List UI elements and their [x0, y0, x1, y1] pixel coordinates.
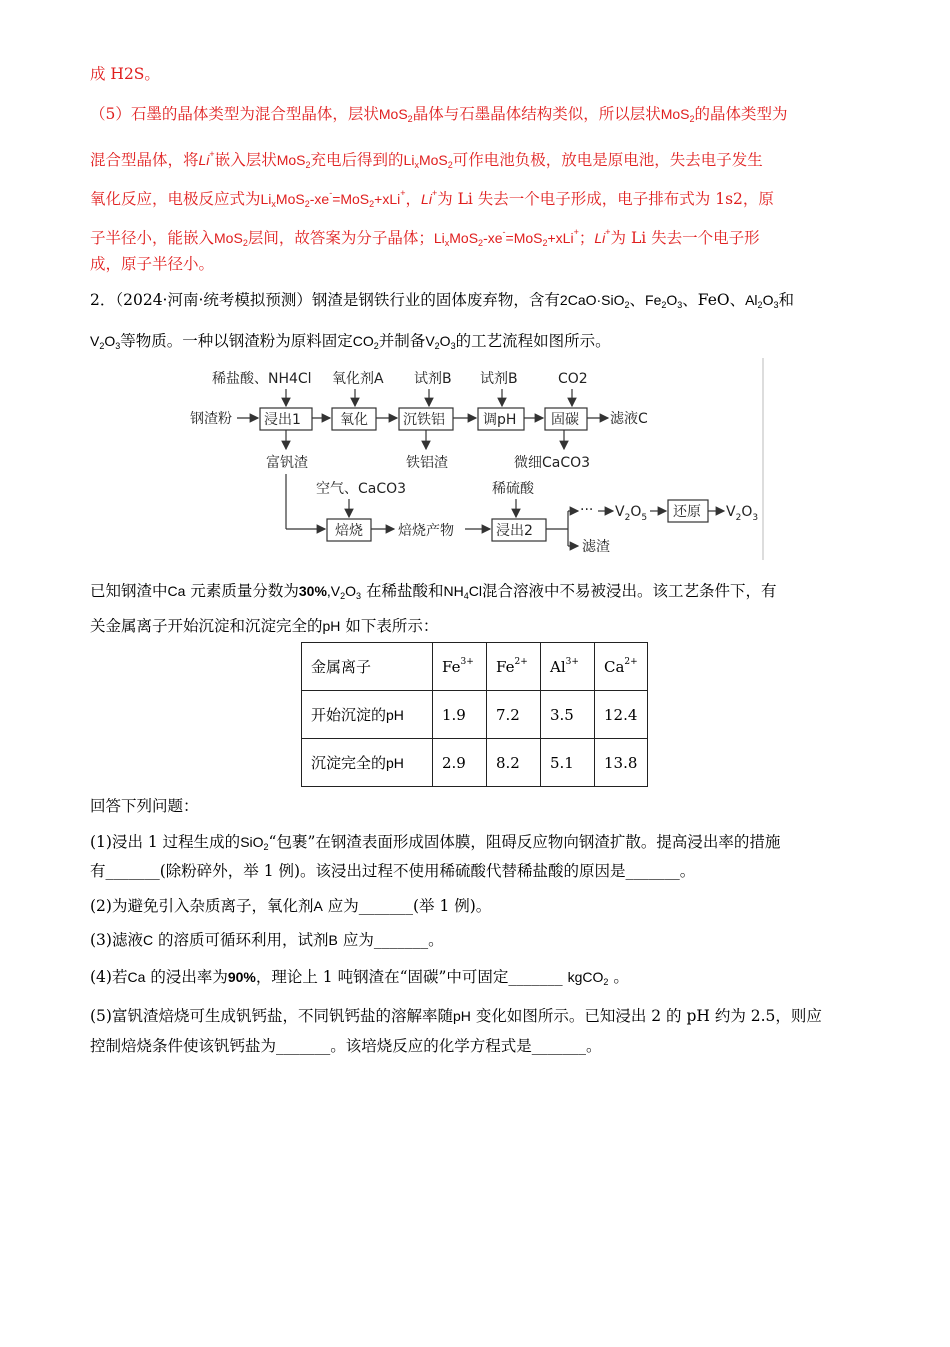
solution-line-4: 子半径小，能嵌入MoS$_2$层间，故答案为分子晶体；$Li_xMoS_2-xe^-=MoS_2+xLi^+$；Li+为 Li 失去一个电子形 — [90, 227, 760, 248]
table-cell: 7.2 — [487, 691, 541, 739]
reagent-dilute-h2so4: 稀硫酸 — [492, 481, 534, 497]
formula-mos2: MoS$_2$ — [276, 152, 311, 170]
formula-electrode-eq: $Li_xMoS_2-xe^-=MoS_2+xLi^+$ — [260, 188, 406, 209]
formula-li: Li+ — [421, 188, 438, 207]
solution-line-1: （5）石墨的晶体类型为混合型晶体，层状MoS$_2$晶体与石墨晶体结构类似，所以层状MoS$_2$的晶体类型为 — [90, 105, 788, 124]
known-line-1: 已知钢渣中Ca 元素质量分数为$30\%,V_2O_3$ 在稀盐酸和$NH_4Cl$混合溶液中不易被浸出。该工艺条件下，有 — [90, 582, 777, 601]
table-header-cell: $Al^{3+}$ — [541, 643, 595, 691]
reagent-b-2: 试剂B — [480, 371, 518, 387]
formula-a: A — [313, 898, 323, 914]
formula-electrode-eq: $Li_xMoS_2-xe^-=MoS_2+xLi^+$ — [433, 227, 579, 248]
known-line-2: 关金属离子开始沉淀和沉淀完全的pH 如下表所示： — [90, 617, 439, 635]
roasting-product: 焙烧产物 — [398, 523, 454, 539]
box-carbon-fixation-label: 固碳 — [551, 412, 579, 428]
formula-mos2: MoS$_2$ — [378, 106, 413, 124]
box-roasting-label: 焙烧 — [335, 523, 363, 539]
table-header-cell: $Fe^{2+}$ — [487, 643, 541, 691]
table-header-cell: $Ca^{2+}$ — [595, 643, 648, 691]
table-header-cell: $Fe^{3+}$ — [433, 643, 487, 691]
formula-ca: Ca — [167, 583, 186, 599]
box-leach1-label: 浸出1 — [264, 412, 301, 428]
question-intro-line-2: $V_2O_3$等物质。一种以钢渣粉为原料固定$CO_2$并制备$V_2O_3$的工艺流程如图所示。 — [90, 332, 611, 351]
formula-co2: $CO_2$ — [352, 333, 379, 351]
solution-line-2: 混合型晶体，将Li+嵌入层状MoS$_2$充电后得到的$Li_xMoS_2$可作电池负极，放电是原电池，失去电子发生 — [90, 149, 763, 170]
subquestion-2: (2)为避免引入杂质离子，氧化剂A 应为_______(举 1 例)。 — [90, 897, 492, 915]
filter-residue: 滤渣 — [582, 539, 610, 555]
box-precip-fe-al-label: 沉铁铝 — [403, 412, 445, 428]
formula-li: Li+ — [594, 227, 611, 246]
formula-lixmos2: $Li_xMoS_2$ — [403, 152, 453, 170]
subquestion-1-line-2: 有_______(除粉碎外，举 1 例)。该浸出过程不使用稀硫酸代替稀盐酸的原因是_______。 — [90, 862, 696, 880]
box-reduction-label: 还原 — [673, 504, 701, 520]
formula-v2o3: $V_2O_3$ — [90, 333, 121, 351]
v2o3-product-label: $V_2O_3$ — [726, 504, 759, 523]
reagent-co2: CO2 — [558, 371, 588, 387]
formula-kgco2: kgCO$_2$ — [567, 969, 609, 987]
solution-line-5: 成，原子半径小。 — [90, 255, 215, 273]
table-cell: 3.5 — [541, 691, 595, 739]
formula-c: C — [142, 932, 154, 948]
iron-aluminum-slag: 铁铝渣 — [406, 455, 448, 471]
formula-b: B — [328, 932, 338, 948]
formula-cao-sio2: 2CaO·SiO$_2$ — [559, 292, 630, 310]
table-row-label: 沉淀完全的pH — [302, 739, 433, 787]
subquestion-5-line-1: (5)富钒渣焙烧可生成钒钙盐，不同钒钙盐的溶解率随pH 变化如图所示。已知浸出 2 的 pH 约为 2.5，则应 — [90, 1007, 822, 1025]
question-intro-line-1: 2．（2024·河南·统考模拟预测）钢渣是钢铁行业的固体废弃物，含有2CaO·SiO$_2$、$Fe_2O_3$、FeO、$Al_2O_3$和 — [90, 291, 794, 310]
formula-ph: pH — [452, 1008, 471, 1024]
solution-line-3: 氧化反应，电极反应式为$Li_xMoS_2-xe^-=MoS_2+xLi^+$，Li+为 Li 失去一个电子形成，电子排布式为 1s2，原 — [90, 188, 774, 209]
formula-mos2: MoS$_2$ — [214, 230, 248, 248]
formula-30pct-v2o3: $30\%,V_2O_3$ — [298, 583, 362, 601]
formula-sio2: SiO$_2$ — [240, 834, 269, 852]
reagent-oxidant-a: 氧化剂A — [332, 371, 384, 387]
table-row-label: 开始沉淀的pH — [302, 691, 433, 739]
box-adjust-ph-label: 调pH — [483, 412, 517, 428]
table-cell: 2.9 — [433, 739, 487, 787]
reagent-b-1: 试剂B — [414, 371, 452, 387]
subquestion-3: (3)滤液C 的溶质可循环利用，试剂B 应为_______。 — [90, 931, 444, 949]
start-steel-slag-powder: 钢渣粉 — [190, 411, 232, 427]
table-cell: 5.1 — [541, 739, 595, 787]
flow-dots: ··· — [580, 502, 594, 518]
table-header-row — [302, 643, 648, 691]
table-row — [302, 739, 648, 787]
filtrate-c: 滤液C — [610, 411, 648, 427]
formula-ph: pH — [322, 618, 341, 634]
table-header-cell: 金属离子 — [302, 643, 433, 691]
formula-li: Li+ — [198, 149, 215, 168]
v2o5-label: $V_2O_5$ — [615, 504, 648, 523]
table-cell: 13.8 — [595, 739, 648, 787]
reagent-air-caco3: 空气、CaCO3 — [316, 481, 407, 497]
answer-prompt: 回答下列问题： — [90, 797, 199, 815]
formula-mos2: MoS$_2$ — [660, 106, 695, 124]
formula-al2o3: $Al_2O_3$ — [745, 292, 779, 310]
table-cell: 12.4 — [595, 691, 648, 739]
formula-nh4cl: $NH_4Cl$ — [443, 583, 482, 601]
box-oxidation-label: 氧化 — [340, 412, 368, 428]
subquestion-1-line-1: (1)浸出 1 过程生成的SiO$_2$“包裹”在钢渣表面形成固体膜，阻碍反应物向钢渣扩散。提高浸出率的措施 — [90, 833, 781, 852]
subquestion-4: (4)若Ca 的浸出率为90%，理论上 1 吨钢渣在“固碳”中可固定_______ kgCO$_2$ 。 — [90, 968, 629, 987]
vanadium-rich-slag: 富钒渣 — [266, 455, 308, 471]
box-leach2-label: 浸出2 — [496, 523, 533, 539]
solution-line-0: 成 H2S。 — [90, 65, 160, 83]
table-cell: 1.9 — [433, 691, 487, 739]
fine-caco3: 微细CaCO3 — [514, 455, 591, 471]
process-flowchart — [178, 356, 768, 562]
formula-ca: Ca — [127, 969, 146, 985]
table-row — [302, 691, 648, 739]
formula-v2o3: $V_2O_3$ — [425, 333, 456, 351]
precipitation-ph-table — [301, 642, 648, 787]
subquestion-5-line-2: 控制焙烧条件使该钒钙盐为_______。该培烧反应的化学方程式是_______。 — [90, 1037, 602, 1055]
formula-90pct: 90% — [227, 969, 256, 985]
reagent-hcl-nh4cl: 稀盐酸、NH4Cl — [212, 371, 312, 387]
formula-fe2o3: $Fe_2O_3$ — [645, 292, 683, 310]
table-cell: 8.2 — [487, 739, 541, 787]
